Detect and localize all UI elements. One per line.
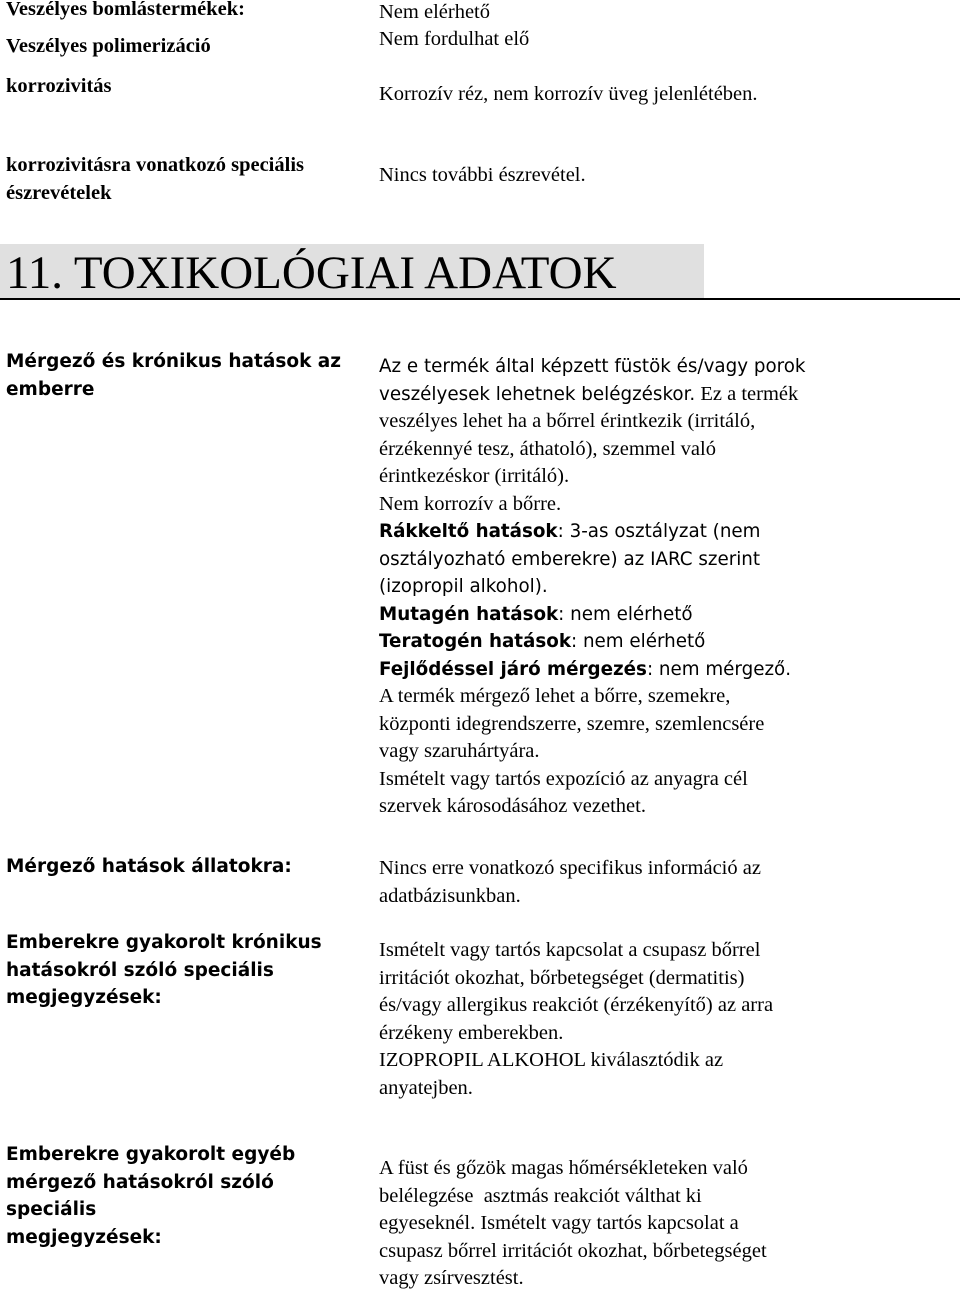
value-animal-effects [379,855,939,910]
text-line: belélegzése asztmás reakciót válthat ki [379,1184,702,1207]
text-line [379,381,939,409]
value-chronic-notes [379,937,939,1102]
text-line: anyatejben. [379,1076,473,1099]
text-segment: : nem elérhető [558,603,693,625]
label-other-notes-line: Emberekre gyakorolt egyéb [6,1144,296,1165]
label-corrosivity-notes-line: észrevételek [6,181,112,204]
text-line: A füst és gőzök magas hőmérsékleteken való [379,1157,748,1179]
text-line: A termék mérgező lehet a bőrre, szemekre, [379,685,731,707]
text-line: veszélyes lehet ha a bőrrel érintkezik (irritáló, [379,410,756,432]
text-line [379,628,939,656]
text-line: érzékennyé tesz, áthatoló), szemmel való [379,437,716,460]
value-other-notes [379,1155,939,1293]
value-human-effects [379,353,939,821]
mutagenic-effects-label: Mutagén hatások [379,603,559,625]
text-line: és/vagy allergikus reakciót (érzékenyítő) az arra [379,994,774,1016]
label-other-notes-line: mérgező hatásokról szóló speciális [6,1171,274,1220]
text-line: vagy zsírvesztést. [379,1267,524,1289]
value-corrosivity: Korrozív réz, nem korrozív üveg jelenlétében. [379,83,758,105]
text-line [379,518,939,546]
label-human-effects-line: Mérgező és krónikus hatások az [6,351,342,372]
label-chronic-notes-line: hatásokról szóló speciális [6,959,274,981]
text-line: osztályozható emberekre) az IARC szerint [379,548,761,570]
value-corrosivity-notes: Nincs további észrevétel. [379,164,586,186]
teratogenic-effects-label: Teratogén hatások [379,631,571,652]
text-line: központi idegrendszerre, szemre, szemlencsére [379,712,765,735]
text-line: szervek károsodásához vezethet. [379,795,646,817]
label-corrosivity-notes-line: korrozivitásra vonatkozó speciális [6,154,304,176]
carcinogenic-effects-label: Rákkeltő hatások [379,521,558,542]
label-hazardous-polymerization: Veszélyes polimerizáció [6,35,211,57]
label-chronic-notes [6,929,366,1012]
label-human-effects-line: emberre [6,378,95,400]
text-line: (izopropil alkohol). [379,576,548,597]
label-animal-effects: Mérgező hatások állatokra: [6,856,292,877]
text-line: Nem korrozív a bőrre. [379,492,562,515]
text-segment: : nem mérgező. [646,658,792,680]
text-segment: : 3-as osztályzat (nem [557,521,761,542]
label-corrosivity: korrozivitás [6,75,112,97]
developmental-toxicity-label: Fejlődéssel járó mérgezés [379,658,647,680]
text-line: érzékeny emberekben. [379,1021,564,1044]
text-line: irritációt okozhat, bőrbetegséget (dermatitis) [379,966,745,989]
label-corrosivity-notes [6,152,366,207]
label-other-notes [6,1141,366,1251]
section-heading-rule [0,298,960,300]
text-line: IZOPROPIL ALKOHOL kiválasztódik az [379,1049,724,1071]
text-line: Az e termék által képzett füstök és/vagy porok [379,356,806,377]
text-line: csupasz bőrrel irritációt okozhat, bőrbetegséget [379,1239,767,1262]
label-other-notes-line: megjegyzések: [6,1226,162,1248]
text-line: Nincs erre vonatkozó specifikus információ az [379,857,761,879]
text-line: egyeseknél. Ismételt vagy tartós kapcsolat a [379,1212,739,1234]
text-line: vagy szaruhártyára. [379,740,540,762]
text-segment: Ez a termék [695,382,799,405]
section-heading: 11. TOXIKOLÓGIAI ADATOK [6,247,617,299]
value-hazardous-polymerization: Nem fordulhat elő [379,28,530,50]
text-line [379,601,939,629]
text-line: Ismételt vagy tartós expozíció az anyagra cél [379,767,748,790]
label-human-effects [6,348,366,403]
label-hazardous-decomposition: Veszélyes bomlástermékek: [6,0,245,20]
label-chronic-notes-line: megjegyzések: [6,987,162,1008]
text-segment: : nem elérhető [570,631,706,652]
label-chronic-notes-line: Emberekre gyakorolt krónikus [6,932,322,953]
text-line [379,656,939,684]
text-line: érintkezéskor (irritáló). [379,465,570,487]
text-line: Ismételt vagy tartós kapcsolat a csupasz bőrrel [379,939,761,961]
text-line: adatbázisunkban. [379,884,521,907]
value-hazardous-decomposition: Nem elérhető [379,1,490,23]
text-segment: veszélyesek lehetnek belégzéskor. [379,383,696,405]
